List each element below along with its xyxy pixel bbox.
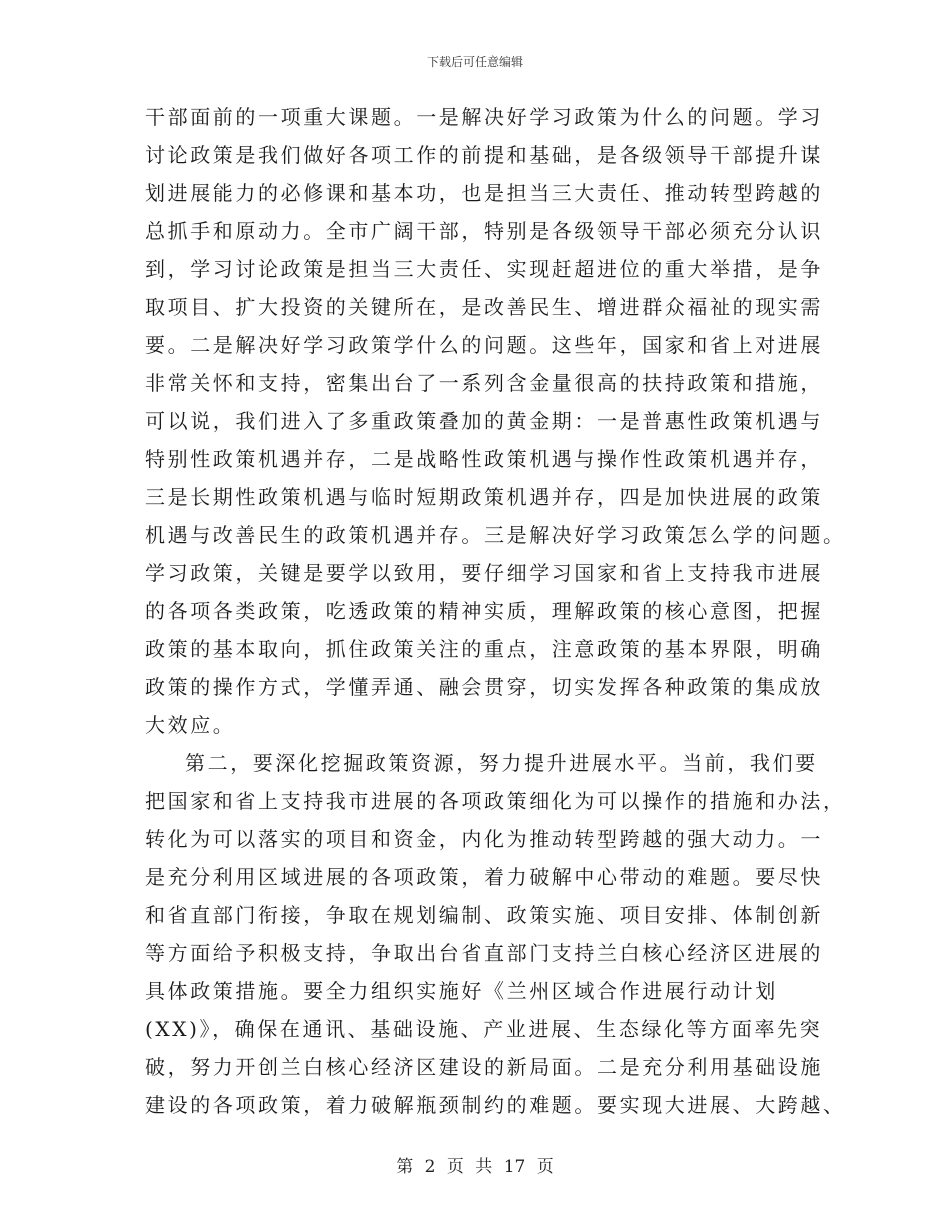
- footer-page-number: 2: [424, 1157, 436, 1177]
- page-header: [0, 54, 950, 70]
- text-line: 学习政策，关键是要学以致用，要仔细学习国家和省上支持我市进展: [145, 561, 823, 585]
- text-line: 要。二是解决好学习政策学什么的问题。这些年，国家和省上对进展: [145, 333, 823, 357]
- text-line: 政策的操作方式，学懂弄通、融会贯穿，切实发挥各种政策的集成放: [145, 675, 823, 699]
- document-body: [145, 98, 846, 1124]
- text-line: 政策的基本取向，抓住政策关注的重点，注意政策的基本界限，明确: [145, 637, 823, 661]
- text-line: 的各项各类政策，吃透政策的精神实质，理解政策的核心意图，把握: [145, 599, 823, 623]
- header-text: 下载后可任意编辑: [426, 55, 523, 69]
- text-line: 具体政策措施。要全力组织实施好《兰州区域合作进展行动计划: [145, 979, 778, 1003]
- text-line: 讨论政策是我们做好各项工作的前提和基础，是各级领导干部提升谋: [145, 143, 823, 167]
- text-line: 特别性政策机遇并存，二是战略性政策机遇与操作性政策机遇并存，: [145, 447, 823, 471]
- text-line: 到，学习讨论政策是担当三大责任、实现赶超进位的重大举措，是争: [145, 257, 823, 281]
- text-line: 是充分利用区域进展的各项政策，着力破解中心带动的难题。要尽快: [145, 865, 823, 889]
- footer-total-unit: 页: [536, 1157, 554, 1177]
- text-line: 可以说，我们进入了多重政策叠加的黄金期：一是普惠性政策机遇与: [145, 409, 823, 433]
- text-line: 破，努力开创兰白核心经济区建设的新局面。二是充分利用基础设施: [145, 1055, 823, 1079]
- text-line: 干部面前的一项重大课题。一是解决好学习政策为什么的问题。学习: [145, 105, 823, 129]
- footer-page-unit: 页: [446, 1157, 464, 1177]
- footer-total-pages: 17: [503, 1157, 526, 1177]
- text-line: 大效应。: [145, 713, 236, 737]
- text-line: 划进展能力的必修课和基本功，也是担当三大责任、推动转型跨越的: [145, 181, 823, 205]
- footer-total-word: 共: [475, 1157, 493, 1177]
- paragraph-start-line: 第二，要深化挖掘政策资源，努力提升进展水平。当前，我们要: [185, 751, 818, 775]
- text-line: 建设的各项政策，着力破解瓶颈制约的难题。要实现大进展、大跨越、: [145, 1093, 846, 1117]
- text-line: 把国家和省上支持我市进展的各项政策细化为可以操作的措施和办法，: [145, 789, 846, 813]
- text-line: 非常关怀和支持，密集出台了一系列含金量很高的扶持政策和措施，: [145, 371, 823, 395]
- text-line: (XX)》，确保在通讯、基础设施、产业进展、生态绿化等方面率先突: [145, 1017, 823, 1041]
- page-footer: [0, 1156, 950, 1178]
- text-line: 转化为可以落实的项目和资金，内化为推动转型跨越的强大动力。一: [145, 827, 823, 851]
- text-line: 等方面给予积极支持，争取出台省直部门支持兰白核心经济区进展的: [145, 941, 823, 965]
- text-line: 取项目、扩大投资的关键所在，是改善民生、增进群众福祉的现实需: [145, 295, 823, 319]
- text-line: 机遇与改善民生的政策机遇并存。三是解决好学习政策怎么学的问题。: [145, 523, 846, 547]
- text-line: 总抓手和原动力。全市广阔干部，特别是各级领导干部必须充分认识: [145, 219, 823, 243]
- text-line: 和省直部门衔接，争取在规划编制、政策实施、项目安排、体制创新: [145, 903, 823, 927]
- footer-page-word: 第: [396, 1157, 414, 1177]
- text-line: 三是长期性政策机遇与临时短期政策机遇并存，四是加快进展的政策: [145, 485, 823, 509]
